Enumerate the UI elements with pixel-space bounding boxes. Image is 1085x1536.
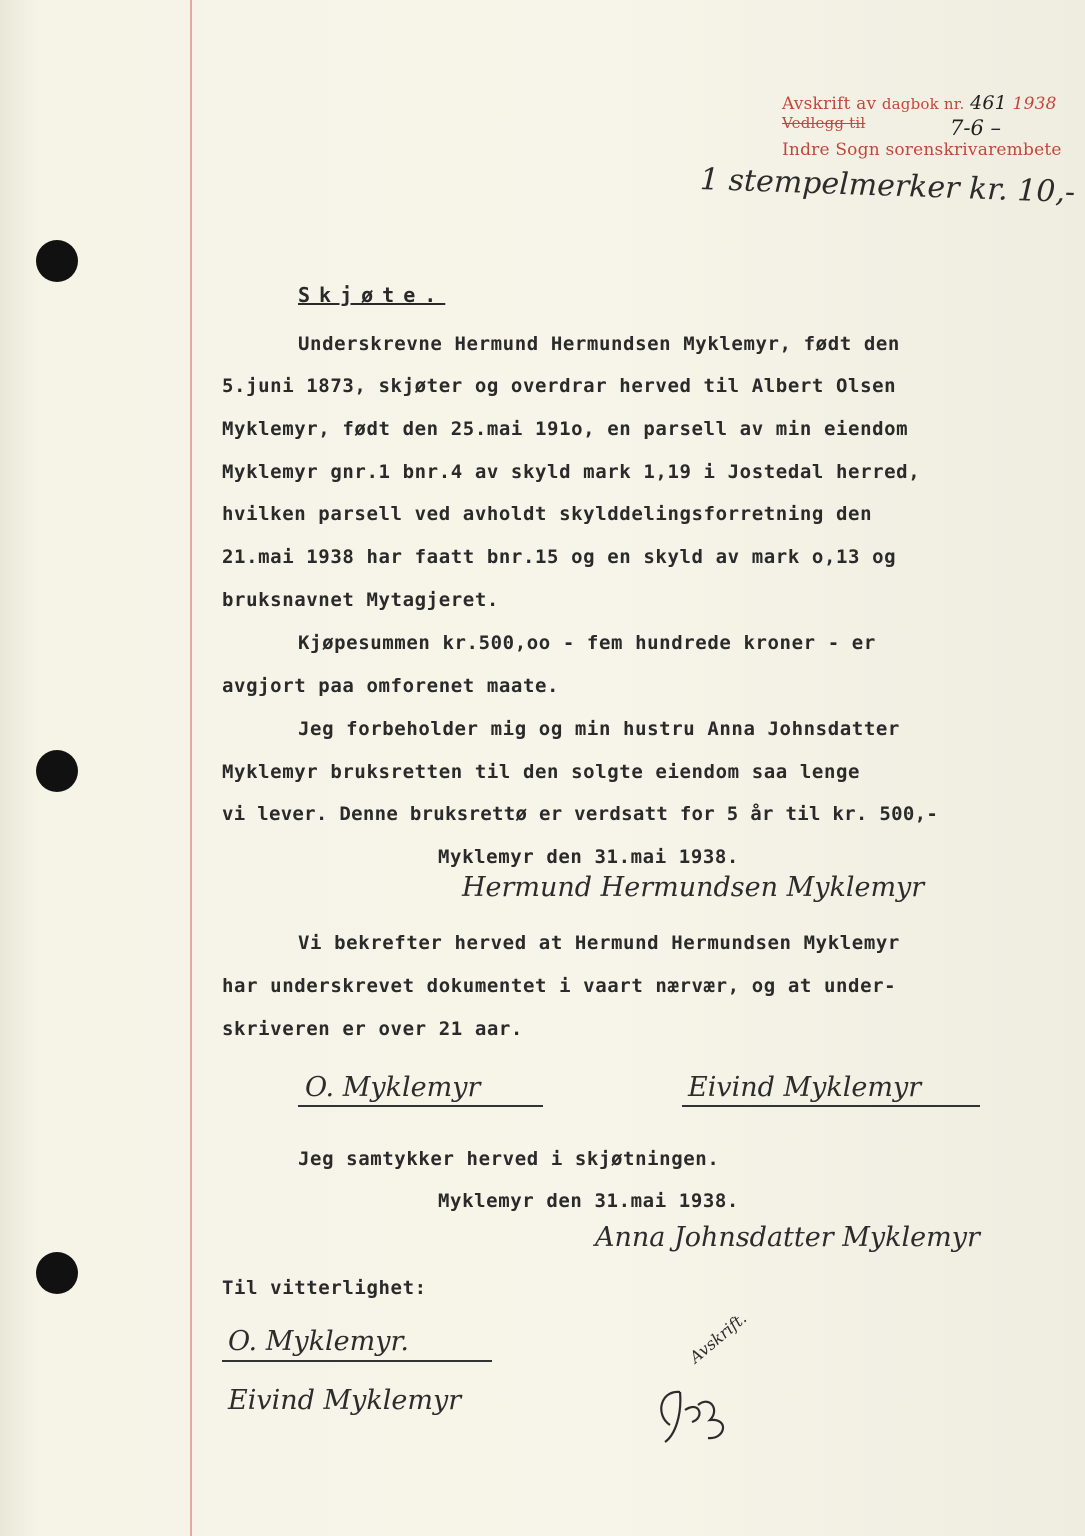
signature-wife: Anna Johnsdatter Myklemyr <box>595 1222 980 1253</box>
text-line: vi lever. Denne bruksrettø er verdsatt for 5 år til kr. 500,- <box>222 803 939 825</box>
stamp-line-1 <box>782 92 1057 114</box>
witness-heading: Til vitterlighet: <box>222 1277 427 1299</box>
consent-line: Jeg samtykker herved i skjøtningen. <box>298 1148 720 1170</box>
text-line: 5.juni 1873, skjøter og overdrar herved til Albert Olsen <box>222 375 897 397</box>
place-date-2: Myklemyr den 31.mai 1938. <box>438 1190 739 1212</box>
stamp-line-2: Vedlegg til <box>782 114 866 132</box>
text-line: har underskrevet dokumentet i vaart nærvær, og at under- <box>222 975 897 997</box>
margin-line <box>190 0 192 1536</box>
stamp-tax-annotation: 1 stempelmerker kr. 10,- <box>699 162 1076 211</box>
stamp-prefix: Avskrift av <box>782 94 877 114</box>
copy-mark-label: Avskrift. <box>685 1308 751 1367</box>
text-line: Vi bekrefter herved at Hermund Hermundsen Myklemyr <box>298 932 900 954</box>
text-line: avgjort paa omforenet maate. <box>222 675 560 697</box>
stamp-line-3: Indre Sogn sorenskrivarembete <box>782 140 1062 160</box>
place-date-1: Myklemyr den 31.mai 1938. <box>438 846 739 868</box>
text-line: bruksnavnet Mytagjeret. <box>222 589 499 611</box>
stamp-year: 1938 <box>1012 94 1057 114</box>
stamp-dagbok: dagbok nr. <box>881 95 965 113</box>
signature-witness-2: Eivind Myklemyr <box>688 1072 922 1103</box>
signature-seller: Hermund Hermundsen Myklemyr <box>462 872 925 903</box>
signature-witness-2-bottom: Eivind Myklemyr <box>228 1385 462 1416</box>
signature-witness-1: O. Myklemyr <box>305 1072 481 1103</box>
text-line: 21.mai 1938 har faatt bnr.15 og en skyld av mark o,13 og <box>222 546 897 568</box>
text-line: Underskrevne Hermund Hermundsen Myklemyr, født den <box>298 333 900 355</box>
text-line: skriveren er over 21 aar. <box>222 1018 523 1040</box>
copy-mark-scrawl-icon <box>640 1370 750 1450</box>
stamp-date: 7-6 – <box>950 116 1001 140</box>
signature-line-bottom <box>222 1360 492 1362</box>
stamp-number: 461 <box>970 92 1007 114</box>
signature-line-witness-2 <box>682 1105 980 1107</box>
signature-witness-1-bottom: O. Myklemyr. <box>228 1326 409 1357</box>
text-line: hvilken parsell ved avholdt skylddelingsforretning den <box>222 503 873 525</box>
text-line: Jeg forbeholder mig og min hustru Anna Johnsdatter <box>298 718 900 740</box>
punch-hole-middle <box>36 750 78 792</box>
document-title: Skjøte. <box>298 283 446 307</box>
text-line: Myklemyr bruksretten til den solgte eiendom saa lenge <box>222 761 861 783</box>
text-line: Myklemyr gnr.1 bnr.4 av skyld mark 1,19 i Jostedal herred, <box>222 461 921 483</box>
text-line: Kjøpesummen kr.500,oo - fem hundrede kroner - er <box>298 632 876 654</box>
signature-line-witness-1 <box>298 1105 543 1107</box>
punch-hole-top <box>36 240 78 282</box>
punch-hole-bottom <box>36 1252 78 1294</box>
text-line: Myklemyr, født den 25.mai 191o, en parsell av min eiendom <box>222 418 909 440</box>
